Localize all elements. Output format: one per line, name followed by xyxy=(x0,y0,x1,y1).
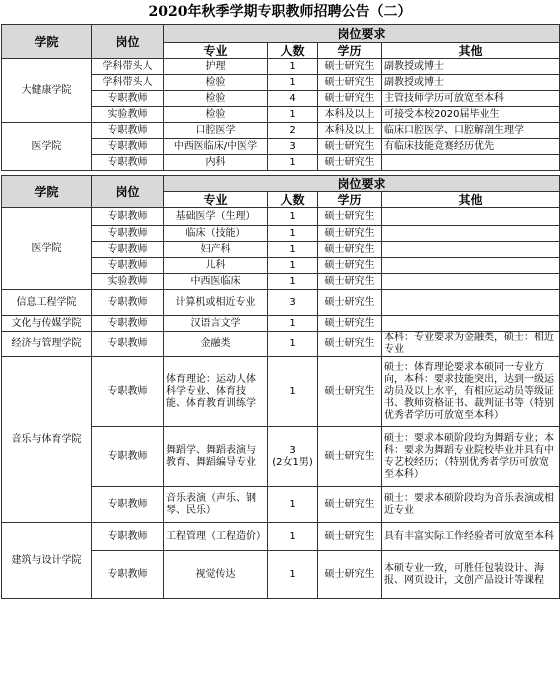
college-cell: 文化与传媒学院 xyxy=(2,316,92,332)
degree-cell: 硕士研究生 xyxy=(318,523,382,551)
count-cell: 4 xyxy=(268,91,318,107)
other-cell: 硕士：要求本硕阶段均为音乐表演或相近专业 xyxy=(382,487,560,523)
header-count: 人数 xyxy=(268,43,318,59)
college-cell: 建筑与设计学院 xyxy=(2,523,92,599)
position-cell: 专职教师 xyxy=(92,91,164,107)
position-cell: 实验教师 xyxy=(92,107,164,123)
position-cell: 专职教师 xyxy=(92,139,164,155)
header-degree: 学历 xyxy=(318,43,382,59)
count-cell: 1 xyxy=(268,274,318,290)
count-cell: 1 xyxy=(268,316,318,332)
other-cell: 具有丰富实际工作经验者可放宽至本科 xyxy=(382,523,560,551)
position-cell: 专职教师 xyxy=(92,155,164,171)
major-cell: 检验 xyxy=(164,75,268,91)
position-cell: 专职教师 xyxy=(92,290,164,316)
degree-cell: 硕士研究生 xyxy=(318,91,382,107)
major-cell: 中西医临床/中医学 xyxy=(164,139,268,155)
position-cell: 学科带头人 xyxy=(92,59,164,75)
table-row xyxy=(2,123,560,139)
count-cell: 1 xyxy=(268,357,318,427)
other-cell: 硕士：要求本硕阶段均为舞蹈专业；本科：要求为舞蹈专业院校毕业并具有中专艺校经历；（特别优秀者学历可放宽至本科） xyxy=(382,427,560,487)
header-count: 人数 xyxy=(268,192,318,208)
count-cell: 1 xyxy=(268,551,318,599)
college-cell: 医学院 xyxy=(2,123,92,171)
degree-cell: 硕士研究生 xyxy=(318,487,382,523)
header-position: 岗位 xyxy=(92,176,164,208)
other-cell: 副教授或博士 xyxy=(382,75,560,91)
header-row-1 xyxy=(2,25,560,43)
header-college: 学院 xyxy=(2,25,92,59)
position-cell: 专职教师 xyxy=(92,258,164,274)
degree-cell: 硕士研究生 xyxy=(318,357,382,427)
count-cell: 3 xyxy=(268,139,318,155)
degree-cell: 硕士研究生 xyxy=(318,427,382,487)
major-cell: 视觉传达 xyxy=(164,551,268,599)
count-cell: 1 xyxy=(268,155,318,171)
count-cell: 1 xyxy=(268,487,318,523)
count-cell: 1 xyxy=(268,523,318,551)
degree-cell: 硕士研究生 xyxy=(318,139,382,155)
other-cell: 本硕专业一致，可胜任包装设计、海报、网页设计，文创产品设计等课程 xyxy=(382,551,560,599)
major-cell: 金融类 xyxy=(164,332,268,357)
other-cell xyxy=(382,290,560,316)
major-cell: 检验 xyxy=(164,91,268,107)
other-cell: 主管技师学历可放宽至本科 xyxy=(382,91,560,107)
position-cell: 实验教师 xyxy=(92,274,164,290)
position-cell: 专职教师 xyxy=(92,551,164,599)
major-cell: 检验 xyxy=(164,107,268,123)
degree-cell: 硕士研究生 xyxy=(318,75,382,91)
table-row xyxy=(2,290,560,316)
page-title: 2020年秋季学期专职教师招聘公告（二） xyxy=(148,4,412,20)
major-cell: 中西医临床 xyxy=(164,274,268,290)
other-cell: 硕士：体育理论要求本硕同一专业方向，本科：要求技能突出，达到一级运动员及以上水平，有相应运动员等级证书、教师资格证书、裁判证书等（特别优秀者学历可放宽至本科） xyxy=(382,357,560,427)
count-cell: 1 xyxy=(268,107,318,123)
degree-cell: 硕士研究生 xyxy=(318,155,382,171)
other-cell xyxy=(382,242,560,258)
other-cell: 有临床技能竞赛经历优先 xyxy=(382,139,560,155)
other-cell xyxy=(382,226,560,242)
college-cell: 大健康学院 xyxy=(2,59,92,123)
other-cell xyxy=(382,258,560,274)
count-cell: 1 xyxy=(268,258,318,274)
major-cell: 汉语言文学 xyxy=(164,316,268,332)
other-cell xyxy=(382,155,560,171)
count-cell: 3 (2女1男) xyxy=(268,427,318,487)
header-other: 其他 xyxy=(382,43,560,59)
major-cell: 舞蹈学、舞蹈表演与教育、舞蹈编导专业 xyxy=(164,427,268,487)
position-cell: 专职教师 xyxy=(92,487,164,523)
other-cell: 可接受本校2020届毕业生 xyxy=(382,107,560,123)
college-cell: 音乐与体育学院 xyxy=(2,357,92,523)
count-cell: 1 xyxy=(268,75,318,91)
count-cell: 1 xyxy=(268,208,318,226)
college-cell: 医学院 xyxy=(2,208,92,290)
other-cell: 临床口腔医学、口腔解剖生理学 xyxy=(382,123,560,139)
count-cell: 1 xyxy=(268,332,318,357)
position-cell: 专职教师 xyxy=(92,208,164,226)
header-position: 岗位 xyxy=(92,25,164,59)
degree-cell: 硕士研究生 xyxy=(318,551,382,599)
header-degree: 学历 xyxy=(318,192,382,208)
recruitment-table-body xyxy=(2,25,560,599)
degree-cell: 硕士研究生 xyxy=(318,274,382,290)
college-cell: 经济与管理学院 xyxy=(2,332,92,357)
header-major: 专业 xyxy=(164,43,268,59)
position-cell: 专职教师 xyxy=(92,226,164,242)
major-cell: 口腔医学 xyxy=(164,123,268,139)
other-cell: 本科：专业要求为金融类，硕士：相近专业 xyxy=(382,332,560,357)
degree-cell: 硕士研究生 xyxy=(318,316,382,332)
major-cell: 妇产科 xyxy=(164,242,268,258)
table-row xyxy=(2,357,560,427)
major-cell: 工程管理（工程造价） xyxy=(164,523,268,551)
degree-cell: 本科及以上 xyxy=(318,123,382,139)
degree-cell: 本科及以上 xyxy=(318,107,382,123)
degree-cell: 硕士研究生 xyxy=(318,258,382,274)
other-cell xyxy=(382,316,560,332)
count-cell: 1 xyxy=(268,59,318,75)
position-cell: 专职教师 xyxy=(92,242,164,258)
header-row-2 xyxy=(2,176,560,192)
count-cell: 1 xyxy=(268,226,318,242)
table-row xyxy=(2,316,560,332)
position-cell: 专职教师 xyxy=(92,357,164,427)
degree-cell: 硕士研究生 xyxy=(318,59,382,75)
position-cell: 专职教师 xyxy=(92,316,164,332)
major-cell: 护理 xyxy=(164,59,268,75)
header-other: 其他 xyxy=(382,192,560,208)
major-cell: 体育理论：运动人体科学专业、体育技能、体育教育训练学 xyxy=(164,357,268,427)
position-cell: 专职教师 xyxy=(92,123,164,139)
table-row xyxy=(2,523,560,551)
major-cell: 计算机或相近专业 xyxy=(164,290,268,316)
position-cell: 专职教师 xyxy=(92,427,164,487)
major-cell: 内科 xyxy=(164,155,268,171)
degree-cell: 硕士研究生 xyxy=(318,290,382,316)
degree-cell: 硕士研究生 xyxy=(318,226,382,242)
major-cell: 音乐表演（声乐、钢琴、民乐） xyxy=(164,487,268,523)
other-cell: 副教授或博士 xyxy=(382,59,560,75)
header-requirements: 岗位要求 xyxy=(164,176,560,192)
degree-cell: 硕士研究生 xyxy=(318,332,382,357)
other-cell xyxy=(382,208,560,226)
header-requirements: 岗位要求 xyxy=(164,25,560,43)
major-cell: 基础医学（生理） xyxy=(164,208,268,226)
major-cell: 儿科 xyxy=(164,258,268,274)
header-college: 学院 xyxy=(2,176,92,208)
header-major: 专业 xyxy=(164,192,268,208)
recruitment-table xyxy=(1,24,560,599)
table-row xyxy=(2,208,560,226)
position-cell: 专职教师 xyxy=(92,332,164,357)
position-cell: 学科带头人 xyxy=(92,75,164,91)
degree-cell: 硕士研究生 xyxy=(318,242,382,258)
college-cell: 信息工程学院 xyxy=(2,290,92,316)
count-cell: 3 xyxy=(268,290,318,316)
table-row xyxy=(2,59,560,75)
position-cell: 专职教师 xyxy=(92,523,164,551)
table-row xyxy=(2,332,560,357)
count-cell: 1 xyxy=(268,242,318,258)
other-cell xyxy=(382,274,560,290)
count-cell: 2 xyxy=(268,123,318,139)
major-cell: 临床（技能） xyxy=(164,226,268,242)
degree-cell: 硕士研究生 xyxy=(318,208,382,226)
